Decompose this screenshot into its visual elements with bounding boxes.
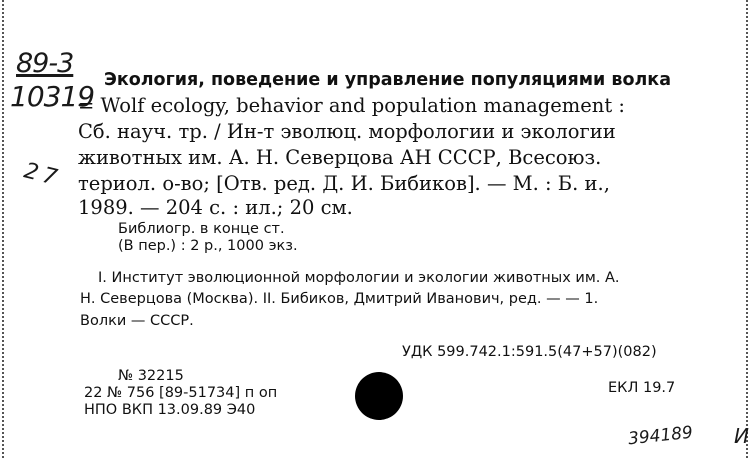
- handwritten-side-note: 2 7: [21, 158, 59, 191]
- handwritten-call-number-bottom: 10319: [10, 80, 95, 113]
- record-line-institution: животных им. А. Н. Северцова АН СССР, Всесоюз.: [78, 146, 602, 169]
- handwritten-right-mark: И: [734, 424, 749, 448]
- npo-line: НПО ВКП 13.09.89 Э40: [84, 402, 256, 418]
- print-order-line: 22 № 756 [89-51734] п оп: [84, 385, 278, 401]
- tracing-line-3: Волки — СССР.: [80, 313, 194, 329]
- punch-hole: [355, 372, 403, 420]
- record-line-parallel-title: = Wolf ecology, behavior and population management :: [78, 94, 625, 117]
- tracing-line-1: I. Институт эволюционной морфологии и экологии животных им. А.: [98, 270, 620, 286]
- ekl-code: ЕКЛ 19.7: [608, 380, 676, 396]
- handwritten-corner-note: 394189: [627, 422, 694, 450]
- perforated-edge-left: [2, 0, 4, 458]
- perforated-edge-right: [746, 0, 748, 458]
- record-line-editor-publisher: териол. о-во; [Отв. ред. Д. И. Бибиков]. — М. : Б. и.,: [78, 172, 610, 195]
- card-number: № 32215: [118, 368, 184, 384]
- udk-code: УДК 599.742.1:591.5(47+57)(082): [402, 344, 657, 360]
- record-line-responsibility: Сб. науч. тр. / Ин-т эволюц. морфологии и экологии: [78, 120, 616, 143]
- record-title: Экология, поведение и управление популяциями волка: [104, 70, 671, 90]
- record-line-physical-description: 1989. — 204 с. : ил.; 20 см.: [78, 196, 353, 219]
- tracing-line-2: Н. Северцова (Москва). II. Бибиков, Дмитрий Иванович, ред. — — 1.: [80, 291, 599, 307]
- note-price: (В пер.) : 2 р., 1000 экз.: [118, 238, 298, 254]
- handwritten-call-number-top: 89-3: [16, 48, 74, 79]
- note-bibliography: Библиогр. в конце ст.: [118, 221, 285, 237]
